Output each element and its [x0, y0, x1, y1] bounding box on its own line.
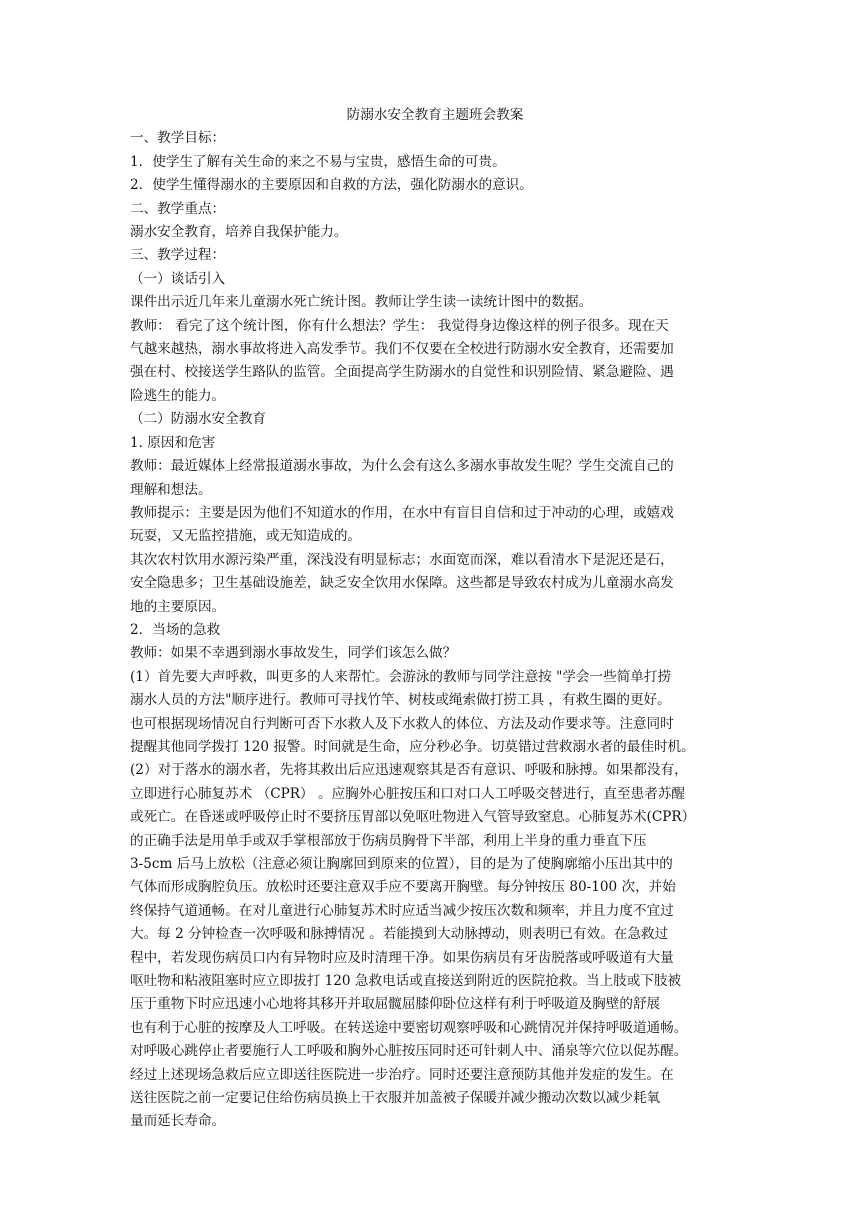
text-line: 教师提示：主要是因为他们不知道水的作用，在水中有盲目自信和过于冲动的心理，或嬉戏 — [130, 504, 674, 521]
text-line: 1. 原因和危害 — [130, 434, 216, 451]
text-line: 气体而形成胸腔负压。放松时还要注意双手应不要离开胸壁。每分钟按压 80-100 次，并始 — [130, 879, 676, 896]
text-line: 2．当场的急救 — [130, 621, 221, 638]
text-line: 险逃生的能力。 — [130, 387, 226, 404]
text-line: 3-5cm 后马上放松（注意必须让胸廓回到原来的位置），目的是为了使胸廓缩小压出其中的 — [130, 856, 673, 872]
text-line: 教师： 看完了这个统计图，你有什么想法？学生： 我觉得身边像这样的例子很多。现在天 — [130, 317, 669, 334]
text-line: 或死亡。在昏迷或呼吸停止时不要挤压胃部以免呕吐物进入气管导致窒息。心肺复苏术(CPR） — [130, 809, 696, 826]
text-line: (1）首先要大声呼救，叫更多的人来帮忙。会游泳的教师与同学注意按 "学会一些简单打捞 — [130, 668, 672, 685]
text-line: 课件出示近几年来儿童溺水死亡统计图。教师让学生读一读统计图中的数据。 — [130, 294, 593, 311]
text-line: 2．使学生懂得溺水的主要原因和自救的方法，强化防溺水的意识。 — [130, 177, 533, 194]
text-line: 也有利于心脏的按摩及人工呼吸。在转送途中要密切观察呼吸和心跳情况并保持呼吸道通畅。 — [130, 1019, 688, 1036]
text-line: 其次农村饮用水源污染严重，深浅没有明显标志；水面宽而深，难以看清水下是泥还是石， — [130, 551, 674, 568]
text-line: 溺水人员的方法"顺序进行。教师可寻找竹竿、树枝或绳索做打捞工具 ，有救生圈的更好。 — [130, 692, 671, 709]
text-line: 溺水安全教育，培养自我保护能力。 — [130, 224, 348, 241]
text-line: 压于重物下时应迅速小心地将其移开并取屈髋屈膝仰卧位这样有利于呼吸道及胸壁的舒展 — [130, 996, 661, 1013]
text-line: 程中，若发现伤病员口内有异物时应及时清理干净。如果伤病员有牙齿脱落或呼吸道有大量 — [130, 949, 674, 966]
text-line: 教师：如果不幸遇到溺水事故发生，同学们该怎么做？ — [130, 645, 457, 662]
text-line: 也可根据现场情况自行判断可否下水救人及下水救人的体位、方法及动作要求等。注意同时 — [130, 715, 674, 732]
text-line: 量而延长寿命。 — [130, 1113, 226, 1130]
document-body — [130, 127, 740, 1133]
text-line: 一、教学目标： — [130, 130, 226, 147]
text-line: 1．使学生了解有关生命的来之不易与宝贵，感悟生命的可贵。 — [130, 153, 506, 170]
text-line: 提醒其他同学拨打 120 报警。时间就是生命，应分秒必争。切莫错过营救溺水者的最佳时机。 — [130, 738, 695, 755]
document-page — [130, 104, 740, 1134]
text-line: 经过上述现场急救后应立即送往医院进一步治疗。同时还要注意预防其他并发症的发生。在 — [130, 1066, 674, 1083]
text-line: 立即进行心肺复苏术 （CPR） 。应胸外心脏按压和口对口人工呼吸交替进行，直至患者苏醒 — [130, 785, 685, 802]
text-line: 的正确手法是用单手或双手掌根部放于伤病员胸骨下半部，利用上半身的重力垂直下压 — [130, 832, 647, 849]
text-line: （二）防溺水安全教育 — [130, 411, 266, 428]
text-line: 玩耍，又无监控措施，或无知造成的。 — [130, 528, 362, 545]
text-line: 安全隐患多；卫生基础设施差，缺乏安全饮用水保障。这些都是导致农村成为儿童溺水高发 — [130, 575, 674, 592]
text-line: 送往医院之前一定要记住给伤病员换上干衣服并加盖被子保暖并减少搬动次数以减少耗氧 — [130, 1090, 661, 1107]
text-line: （一）谈话引入 — [130, 270, 226, 287]
text-line: 强在村、校接送学生路队的监管。全面提高学生防溺水的自觉性和识别险情、紧急避险、遇 — [130, 364, 674, 381]
text-line: 理解和想法。 — [130, 481, 212, 498]
text-line: 大。每 2 分钟检查一次呼吸和脉搏情况 。若能摸到大动脉搏动，则表明已有效。在急救过 — [130, 926, 669, 943]
text-line: 呕吐物和粘液阻塞时应立即拔打 120 急救电话或直接送到附近的医院抢救。当上肢或下肢被 — [130, 973, 682, 990]
text-line: 三、教学过程： — [130, 247, 226, 264]
text-line: 气越来越热，溺水事故将进入高发季节。我们不仅要在全校进行防溺水安全教育，还需要加 — [130, 341, 674, 358]
text-line: 教师：最近媒体上经常报道溺水事故，为什么会有这么多溺水事故发生呢？学生交流自己的 — [130, 458, 674, 475]
text-line: 二、教学重点： — [130, 200, 226, 217]
text-line: 地的主要原因。 — [130, 598, 226, 615]
text-line: 终保持气道通畅。在对儿童进行心肺复苏术时应适当减少按压次数和频率，并且力度不宜过 — [130, 902, 674, 919]
text-line: 对呼吸心跳停止者要施行人工呼吸和胸外心脏按压同时还可针刺人中、涌泉等穴位以促苏醒。 — [130, 1043, 688, 1060]
text-line: (2）对于落水的溺水者，先将其救出后应迅速观察其是否有意识、呼吸和脉搏。如果都没有， — [130, 762, 688, 779]
document-title: 防溺水安全教育主题班会教案 — [346, 107, 524, 123]
